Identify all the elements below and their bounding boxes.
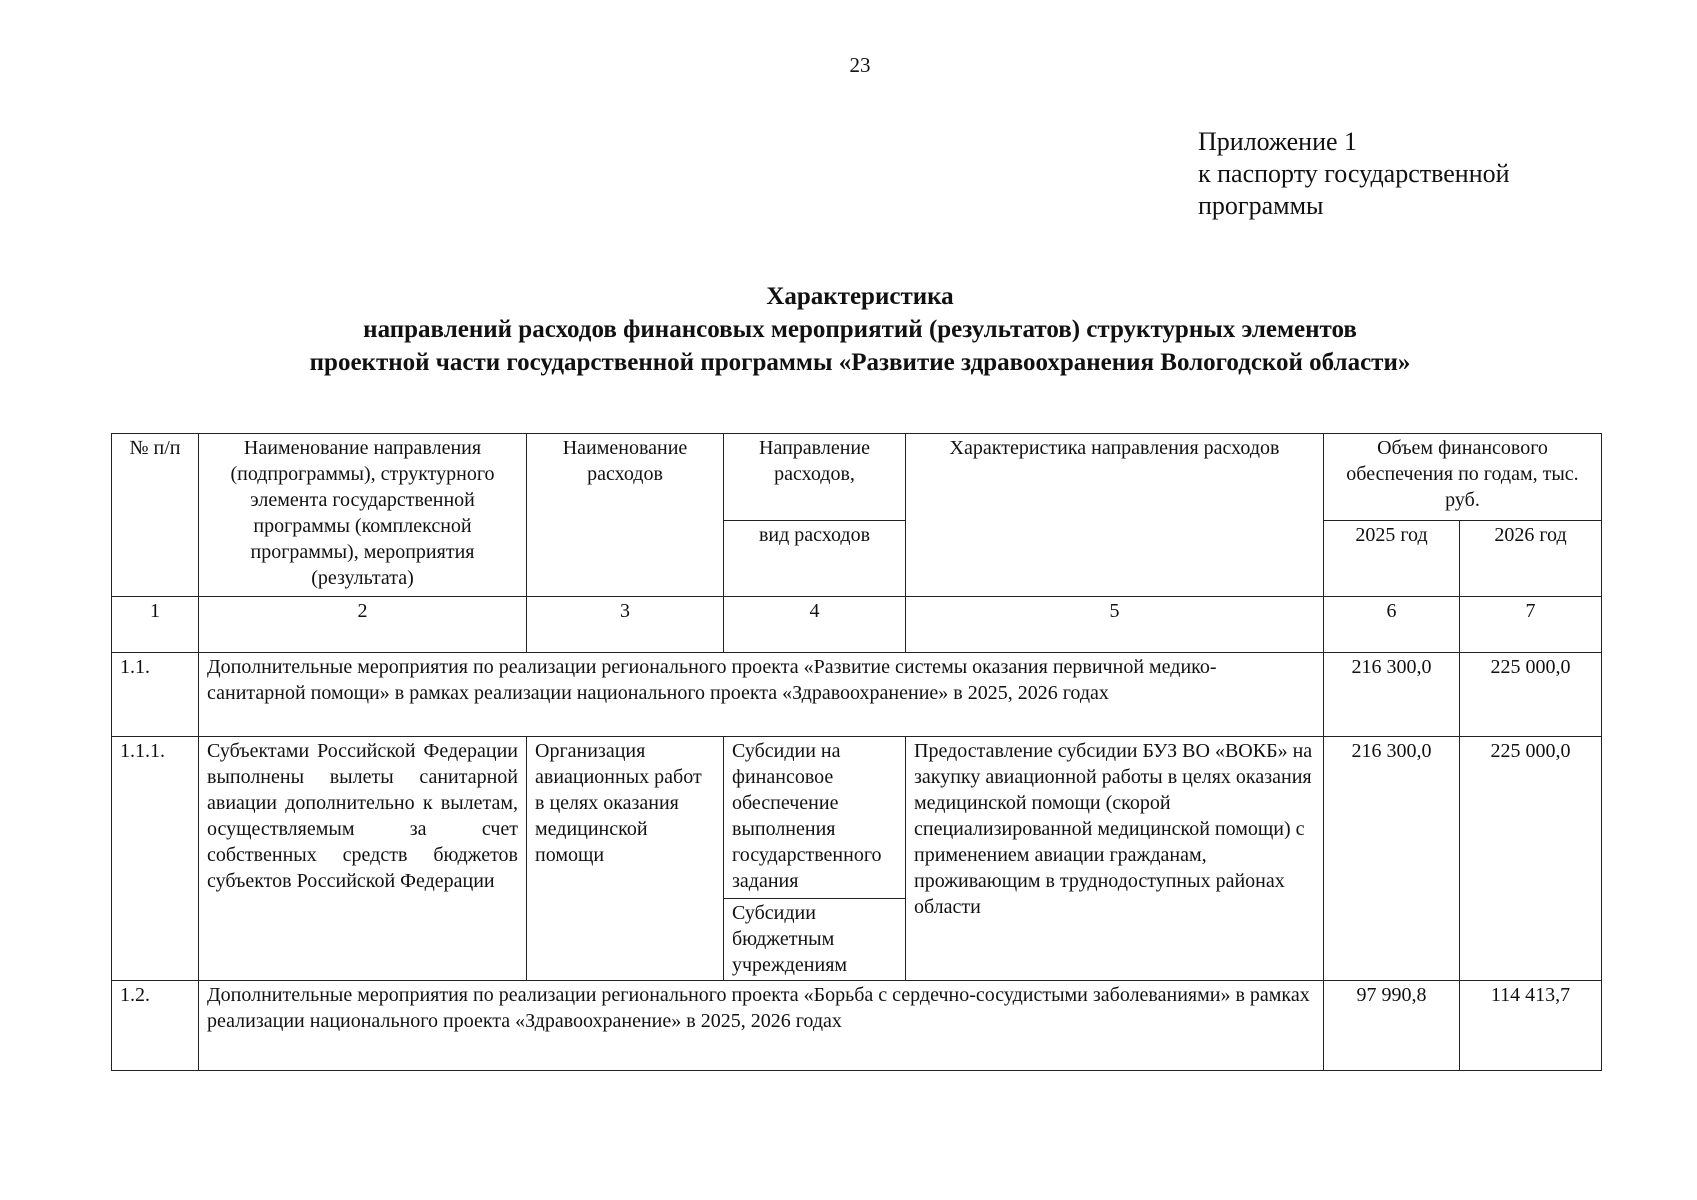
row-text: Дополнительные мероприятия по реализации регионального проекта «Борьба с сердечно-сосудистыми заболеваниями» в рамках реализации национального проекта «Здравоохранение» в 2025, 2026 годах	[199, 981, 1324, 1071]
header-year-2026: 2026 год	[1460, 521, 1602, 597]
appendix-note	[1198, 126, 1510, 222]
column-number-row	[112, 597, 1602, 653]
column-number: 6	[1324, 597, 1460, 653]
row-2025-value: 216 300,0	[1324, 653, 1460, 737]
column-number: 7	[1460, 597, 1602, 653]
row-2026-value: 225 000,0	[1460, 737, 1602, 981]
table-row-1-1	[112, 653, 1602, 737]
row-expense-name: Организация авиационных работ в целях оказания медицинской помощи	[527, 737, 724, 981]
column-number: 1	[112, 597, 199, 653]
column-number: 3	[527, 597, 724, 653]
row-2026-value: 114 413,7	[1460, 981, 1602, 1071]
table-row-1-2	[112, 981, 1602, 1071]
row-text: Дополнительные мероприятия по реализации регионального проекта «Развитие системы оказания первичной медико-санитарной помощи» в рамках реализации национального проекта «Здравоохранение» в 2025, 2026 годах	[199, 653, 1324, 737]
header-expense-type: вид расходов	[724, 521, 906, 597]
column-number: 2	[199, 597, 527, 653]
header-expense-direction: Направление расходов,	[724, 434, 906, 521]
header-year-2025: 2025 год	[1324, 521, 1460, 597]
row-2025-value: 97 990,8	[1324, 981, 1460, 1071]
row-num: 1.1.1.	[112, 737, 199, 981]
header-direction-name: Наименование направления (подпрограммы), структурного элемента государственной программы (комплексной программы), мероприятия (результата)	[199, 434, 527, 597]
header-row-1	[112, 434, 1602, 521]
header-characteristic: Характеристика направления расходов	[906, 434, 1324, 597]
row-num: 1.2.	[112, 981, 199, 1071]
appendix-line-2: к паспорту государственной	[1198, 159, 1510, 188]
column-number: 4	[724, 597, 906, 653]
header-num: № п/п	[112, 434, 199, 597]
page-number: 23	[849, 53, 871, 77]
column-number: 5	[906, 597, 1324, 653]
document-title	[0, 280, 1697, 379]
header-expense-name: Наименование расходов	[527, 434, 724, 597]
header-volume: Объем финансового обеспечения по годам, тыс. руб.	[1324, 434, 1602, 521]
appendix-line-1: Приложение 1	[1198, 127, 1358, 156]
table-row-1-1-1	[112, 737, 1602, 899]
row-expense-direction: Субсидии на финансовое обеспечение выполнения государственного задания	[724, 737, 906, 899]
title-line-1: Характеристика	[766, 283, 954, 310]
row-result-name: Субъектами Российской Федерации выполнены вылеты санитарной авиации дополнительно к вылетам, осуществляемым за счет собственных средств бюджетов субъектов Российской Федерации	[199, 737, 527, 981]
row-expense-type: Субсидии бюджетным учреждениям	[724, 899, 906, 981]
row-num: 1.1.	[112, 653, 199, 737]
row-characteristic: Предоставление субсидии БУЗ ВО «ВОКБ» на закупку авиационной работы в целях оказания медицинской помощи (скорой специализированной медицинской помощи) с применением авиации гражданам, проживающим в труднодоступных районах области	[906, 737, 1324, 981]
row-2026-value: 225 000,0	[1460, 653, 1602, 737]
appendix-line-3: программы	[1198, 191, 1324, 220]
title-line-2: направлений расходов финансовых мероприятий (результатов) структурных элементов	[363, 316, 1357, 343]
title-line-3: проектной части государственной программы «Развитие здравоохранения Вологодской области»	[309, 349, 1411, 376]
row-2025-value: 216 300,0	[1324, 737, 1460, 981]
expenses-table	[111, 433, 1602, 1071]
